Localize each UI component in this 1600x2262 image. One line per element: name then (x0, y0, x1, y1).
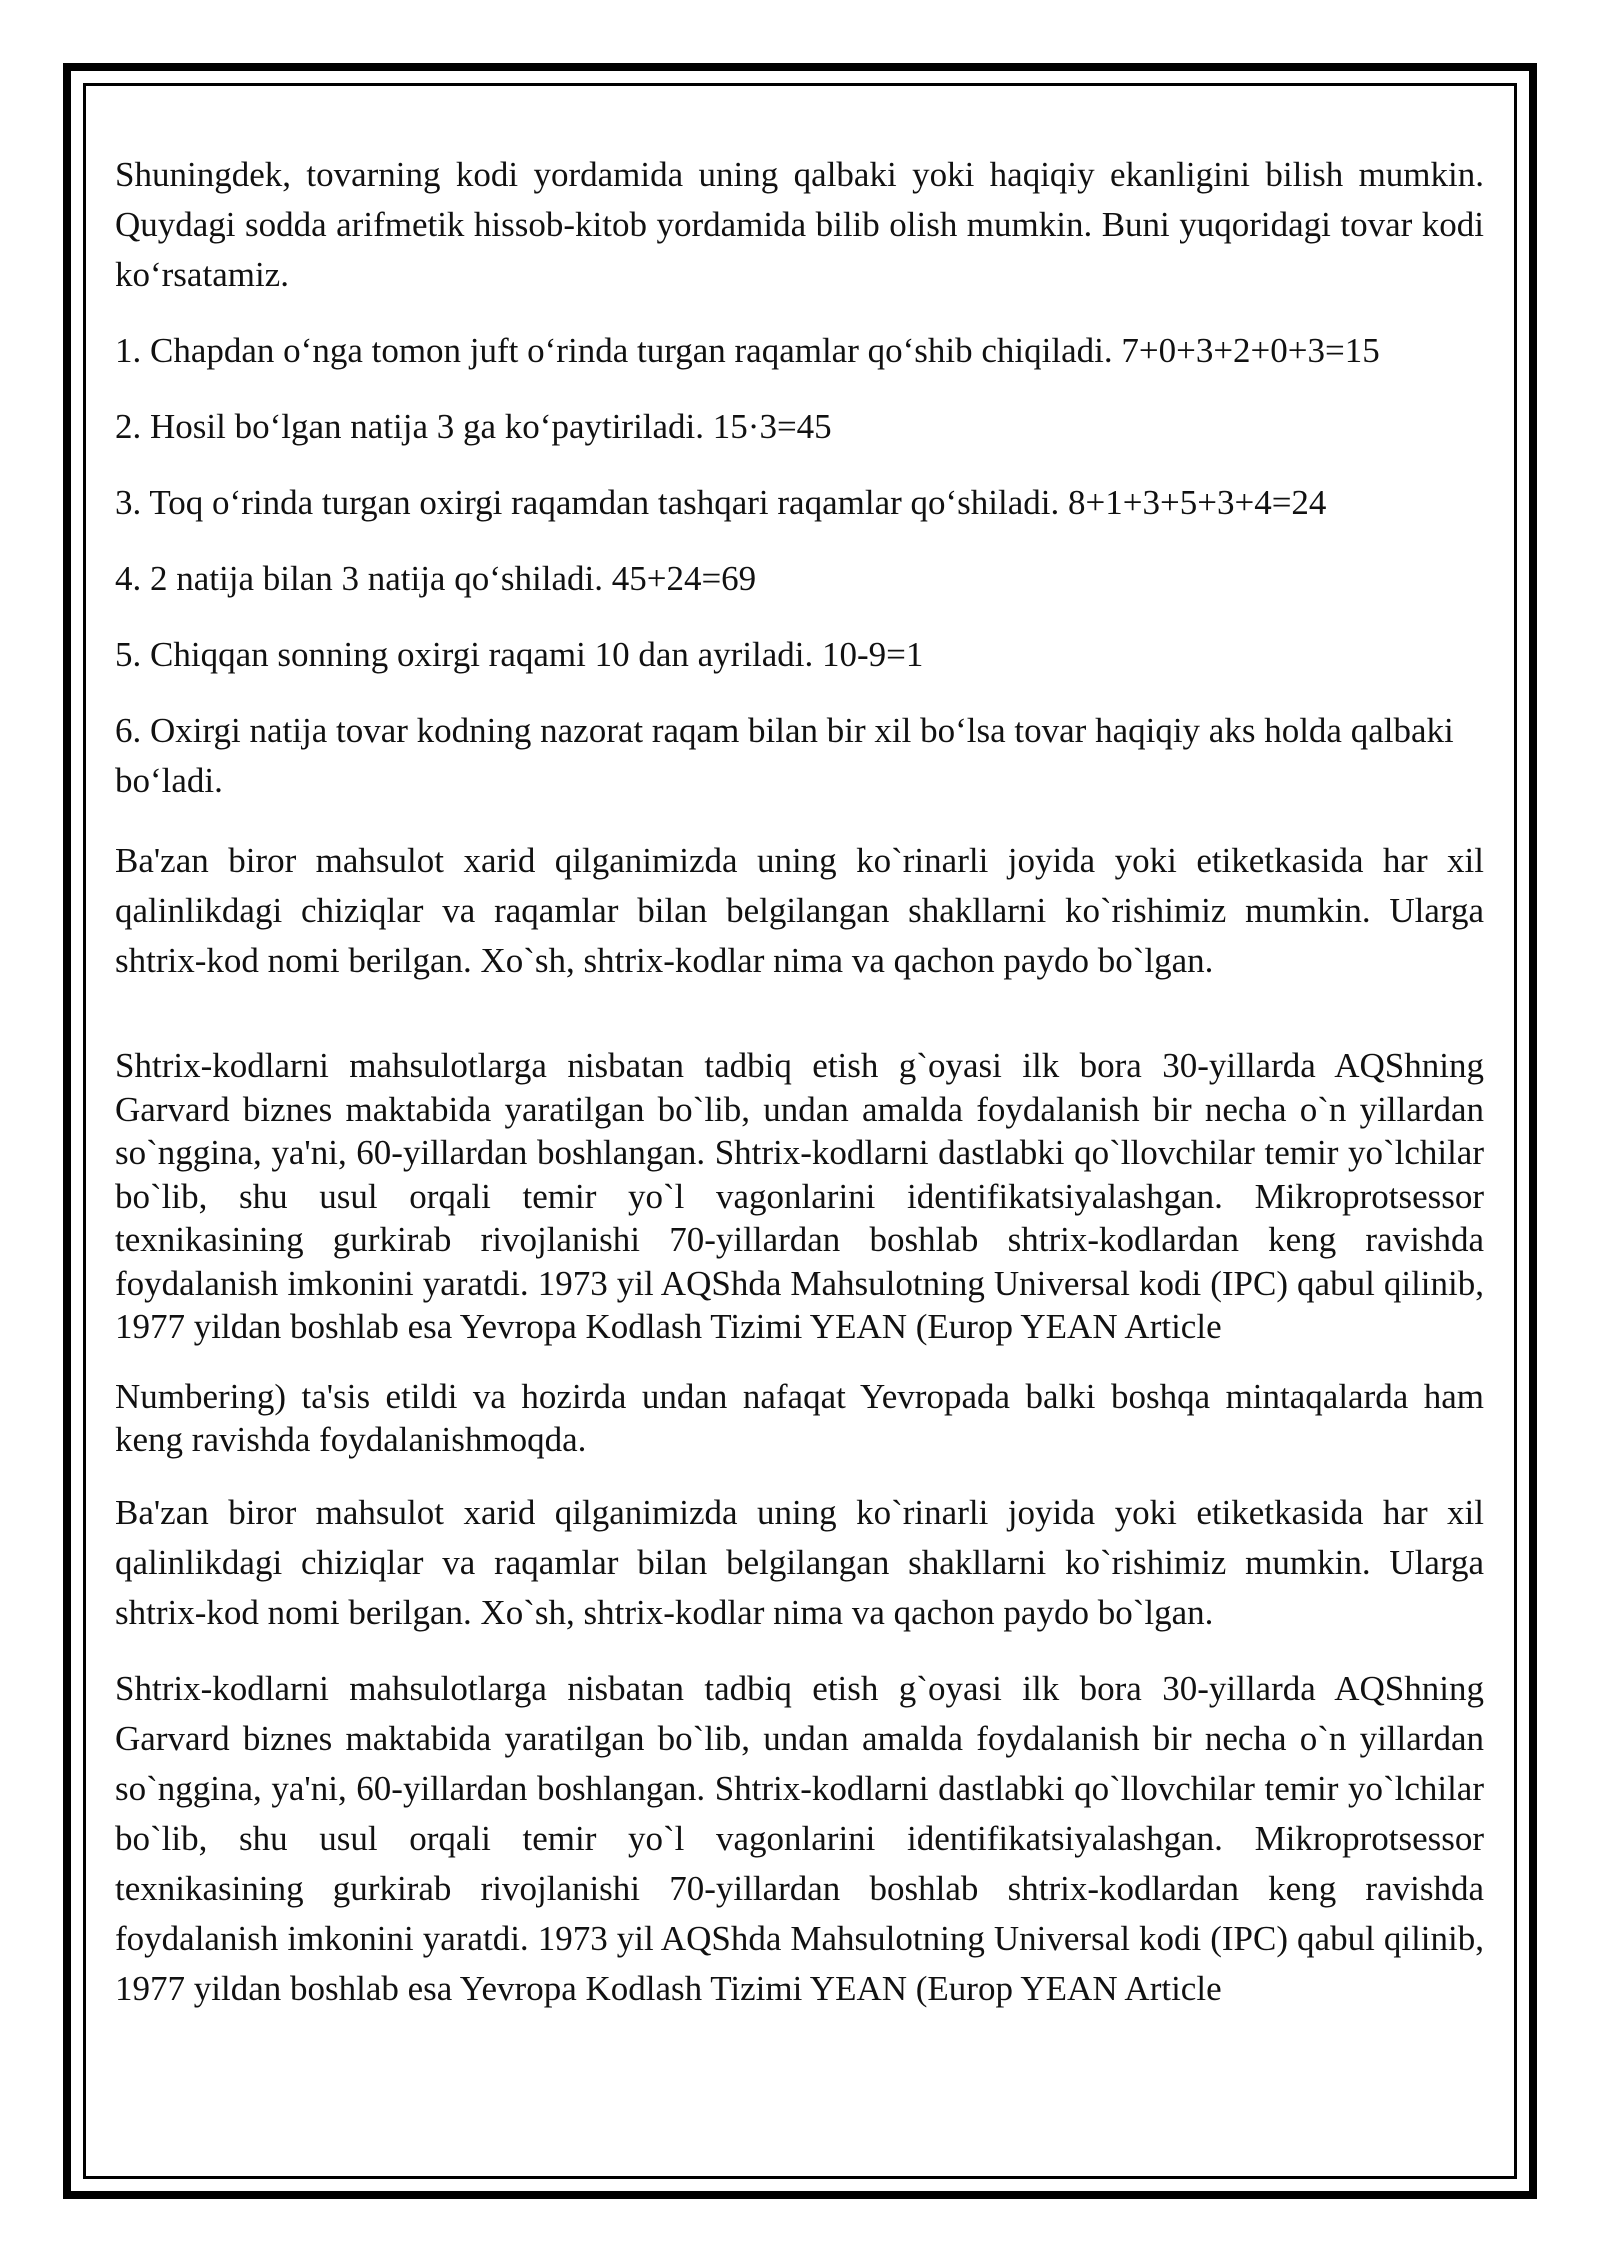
step-2: 2. Hosil bo‘lgan natija 3 ga ko‘paytiriladi. 15·3=45 (115, 407, 832, 446)
numbering-paragraph: Numbering) ta'sis etildi va hozirda undan nafaqat Yevropada balki boshqa mintaqalarda ham keng ravishda foydalanishmoqda. (115, 1376, 1484, 1459)
barcode-intro-paragraph-2: Ba'zan biror mahsulot xarid qilganimizda uning ko`rinarli joyida yoki etiketkasida har xil qalinlikdagi chiziqlar va raqamlar bilan belgilangan shakllarni ko`rishimiz mumkin. Ularga shtrix-kod nomi berilgan. Xo`sh, shtrix-kodlar nima va qachon paydo bo`lgan. (115, 1492, 1484, 1632)
step-3: 3. Toq o‘rinda turgan oxirgi raqamdan tashqari raqamlar qo‘shiladi. 8+1+3+5+3+4=24 (115, 483, 1327, 522)
barcode-history-paragraph-2: Shtrix-kodlarni mahsulotlarga nisbatan tadbiq etish g`oyasi ilk bora 30-yillarda AQShning Garvard biznes maktabida yaratilgan bo`lib, undan amalda foydalanish bir necha o`n yillardan so`nggina, ya'ni, 60-yillardan boshlangan. Shtrix-kodlarni dastlabki qo`llovchilar temir yo`lchilar bo`lib, shu usul orqali temir yo`l vagonlarini identifikatsiyalashgan. Mikroprotsessor texnikasining gurkirab rivojlanishi 70-yillardan boshlab shtrix-kodlardan keng ravishda foydalanish imkonini yaratdi. 1973 yil AQShda Mahsulotning Universal kodi (IPC) qabul qilinib, 1977 yildan boshlab esa Yevropa Kodlash Tizimi YEAN (Europ YEAN Article (115, 1668, 1484, 2008)
step-1: 1. Chapdan o‘nga tomon juft o‘rinda turgan raqamlar qo‘shib chiqiladi. 7+0+3+2+0+3=15 (115, 331, 1380, 370)
barcode-history-paragraph-1: Shtrix-kodlarni mahsulotlarga nisbatan tadbiq etish g`oyasi ilk bora 30-yillarda AQShning Garvard biznes maktabida yaratilgan bo`lib, undan amalda foydalanish bir necha o`n yillardan so`nggina, ya'ni, 60-yillardan boshlangan. Shtrix-kodlarni dastlabki qo`llovchilar temir yo`lchilar bo`lib, shu usul orqali temir yo`l vagonlarini identifikatsiyalashgan. Mikroprotsessor texnikasining gurkirab rivojlanishi 70-yillardan boshlab shtrix-kodlardan keng ravishda foydalanish imkonini yaratdi. 1973 yil AQShda Mahsulotning Universal kodi (IPC) qabul qilinib, 1977 yildan boshlab esa Yevropa Kodlash Tizimi YEAN (Europ YEAN Article (115, 1046, 1484, 1346)
document-body (115, 150, 1484, 2014)
step-4: 4. 2 natija bilan 3 natija qo‘shiladi. 45+24=69 (115, 559, 757, 598)
step-6: 6. Oxirgi natija tovar kodning nazorat raqam bilan bir xil bo‘lsa tovar haqiqiy aks holda qalbaki bo‘ladi. (115, 711, 1454, 800)
step-5: 5. Chiqqan sonning oxirgi raqami 10 dan ayriladi. 10-9=1 (115, 635, 924, 674)
barcode-intro-paragraph-1: Ba'zan biror mahsulot xarid qilganimizda uning ko`rinarli joyida yoki etiketkasida har xil qalinlikdagi chiziqlar va raqamlar bilan belgilangan shakllarni ko`rishimiz mumkin. Ularga shtrix-kod nomi berilgan. Xo`sh, shtrix-kodlar nima va qachon paydo bo`lgan. (115, 841, 1484, 980)
intro-paragraph: Shuningdek, tovarning kodi yordamida uning qalbaki yoki haqiqiy ekanligini bilish mumkin. Quydagi sodda arifmetik hissob-kitob yordamida bilib olish mumkin. Buni yuqoridagi tovar kodi ko‘rsatamiz. (115, 155, 1484, 294)
